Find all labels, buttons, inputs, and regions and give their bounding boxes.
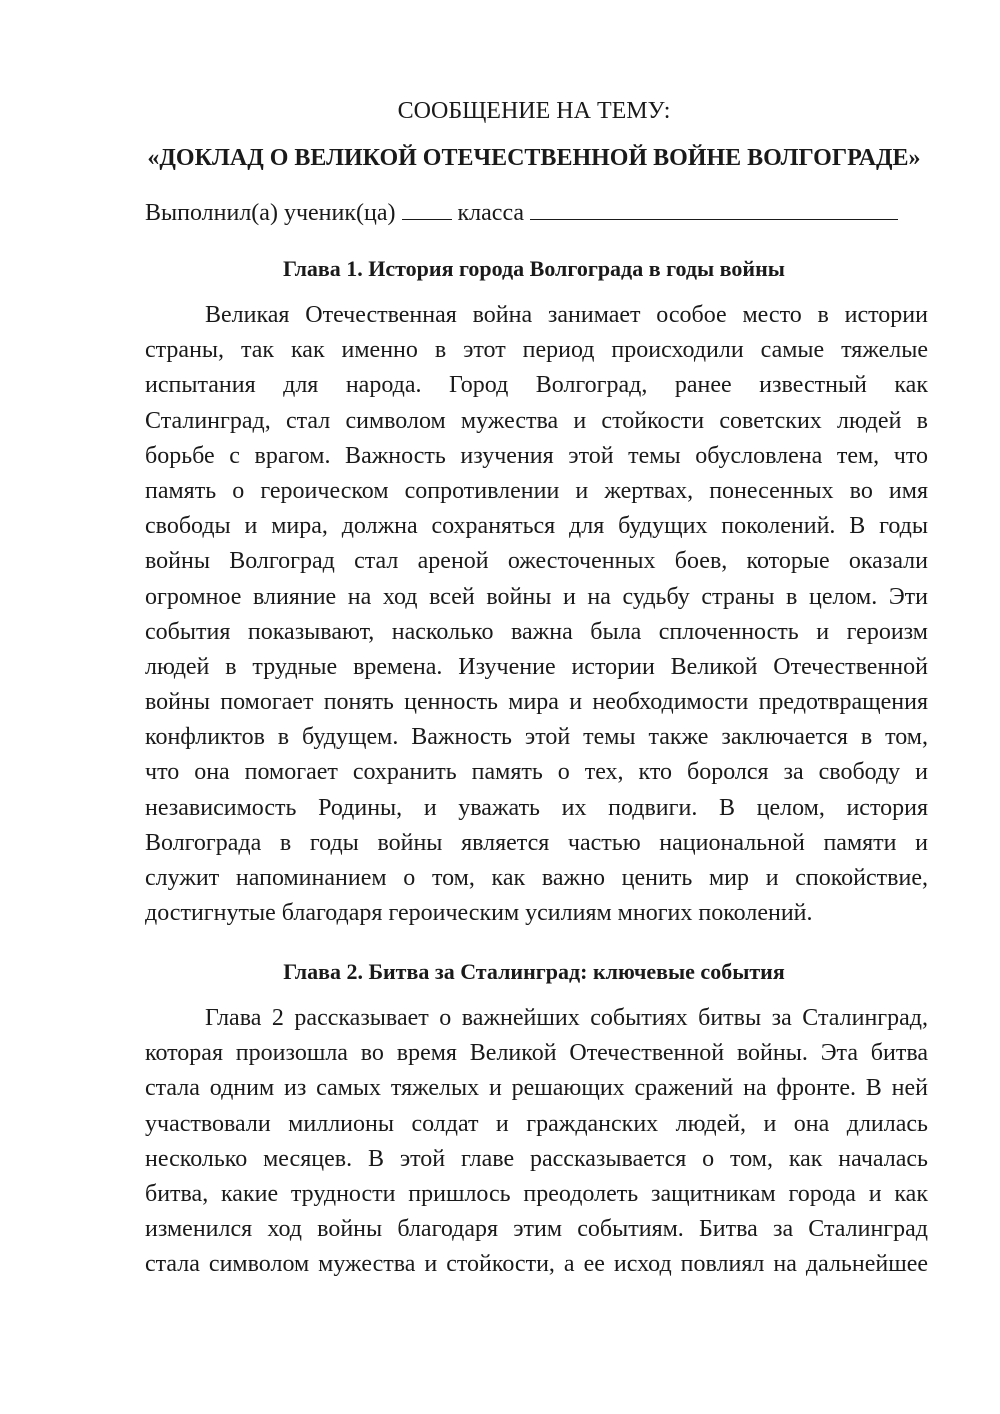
- paragraph-line: достигнутые благодаря героическим усилиям многих поколений.: [145, 900, 813, 927]
- name-blank-field: [530, 199, 898, 220]
- paragraph-line: которая произошла во время Великой Отечественной войны. Эта битва: [145, 1040, 928, 1067]
- paragraph-line: события показывают, насколько важна была сплоченность и героизм: [145, 618, 928, 645]
- paragraph-line: битва, какие трудности пришлось преодолеть защитникам города и как: [145, 1180, 928, 1207]
- chapter-2-paragraph: [145, 1001, 928, 1283]
- author-prefix: Выполнил(а) ученик(ца): [145, 200, 396, 226]
- paragraph-line: испытания для народа. Город Волгоград, ранее известный как: [145, 372, 928, 399]
- paragraph-line: конфликтов в будущем. Важность этой темы также заключается в том,: [145, 724, 928, 751]
- document-subject-line: СООБЩЕНИЕ НА ТЕМУ:: [397, 98, 671, 124]
- paragraph-line: страны, так как именно в этот период происходили самые тяжелые: [145, 337, 928, 364]
- paragraph-line: стала одним из самых тяжелых и решающих сражений на фронте. В ней: [145, 1075, 928, 1102]
- paragraph-line: войны Волгоград стал ареной ожесточенных боев, которые оказали: [145, 548, 928, 575]
- paragraph-line: огромное влияние на ход всей войны и на судьбу страны в целом. Эти: [145, 583, 928, 610]
- paragraph-line: стала символом мужества и стойкости, а ее исход повлиял на дальнейшее: [145, 1251, 928, 1278]
- paragraph-line: Великая Отечественная война занимает особое место в истории: [205, 302, 928, 328]
- chapter-1-title: Глава 1. История города Волгограда в годы войны: [283, 256, 785, 281]
- paragraph-line: участвовали миллионы солдат и гражданских людей, и она длилась: [145, 1110, 928, 1137]
- paragraph-line: войны помогает понять ценность мира и необходимости предотвращения: [145, 689, 928, 716]
- class-blank-field: [402, 199, 452, 220]
- paragraph-line: независимость Родины, и уважать их подвиги. В целом, история: [145, 794, 928, 821]
- chapter-2-title: Глава 2. Битва за Сталинград: ключевые события: [283, 959, 785, 984]
- paragraph-line: несколько месяцев. В этой главе рассказывается о том, как началась: [145, 1145, 928, 1172]
- paragraph-line: что она помогает сохранить память о тех, кто боролся за свободу и: [145, 759, 928, 786]
- author-line: [145, 198, 898, 228]
- paragraph-line: Глава 2 рассказывает о важнейших событиях битвы за Сталинград,: [205, 1005, 928, 1031]
- chapter-1-paragraph: [145, 298, 928, 931]
- paragraph-line: Волгограда в годы войны является частью национальной памяти и: [145, 829, 928, 856]
- paragraph-line: людей в трудные времена. Изучение истории Великой Отечественной: [145, 653, 928, 680]
- paragraph-line: свободы и мира, должна сохраняться для будущих поколений. В годы: [145, 513, 928, 540]
- paragraph-line: память о героическом сопротивлении и жертвах, понесенных во имя: [145, 477, 928, 504]
- paragraph-line: Сталинград, стал символом мужества и стойкости советских людей в: [145, 407, 928, 434]
- paragraph-line: борьбе с врагом. Важность изучения этой темы обусловлена тем, что: [145, 442, 928, 469]
- paragraph-line: изменился ход войны благодаря этим событиям. Битва за Сталинград: [145, 1216, 928, 1243]
- document-title: «ДОКЛАД О ВЕЛИКОЙ ОТЕЧЕСТВЕННОЙ ВОЙНЕ ВОЛГОГРАДЕ»: [147, 145, 921, 171]
- class-label: класса: [457, 200, 525, 226]
- paragraph-line: служит напоминанием о том, как важно ценить мир и спокойствие,: [145, 865, 928, 891]
